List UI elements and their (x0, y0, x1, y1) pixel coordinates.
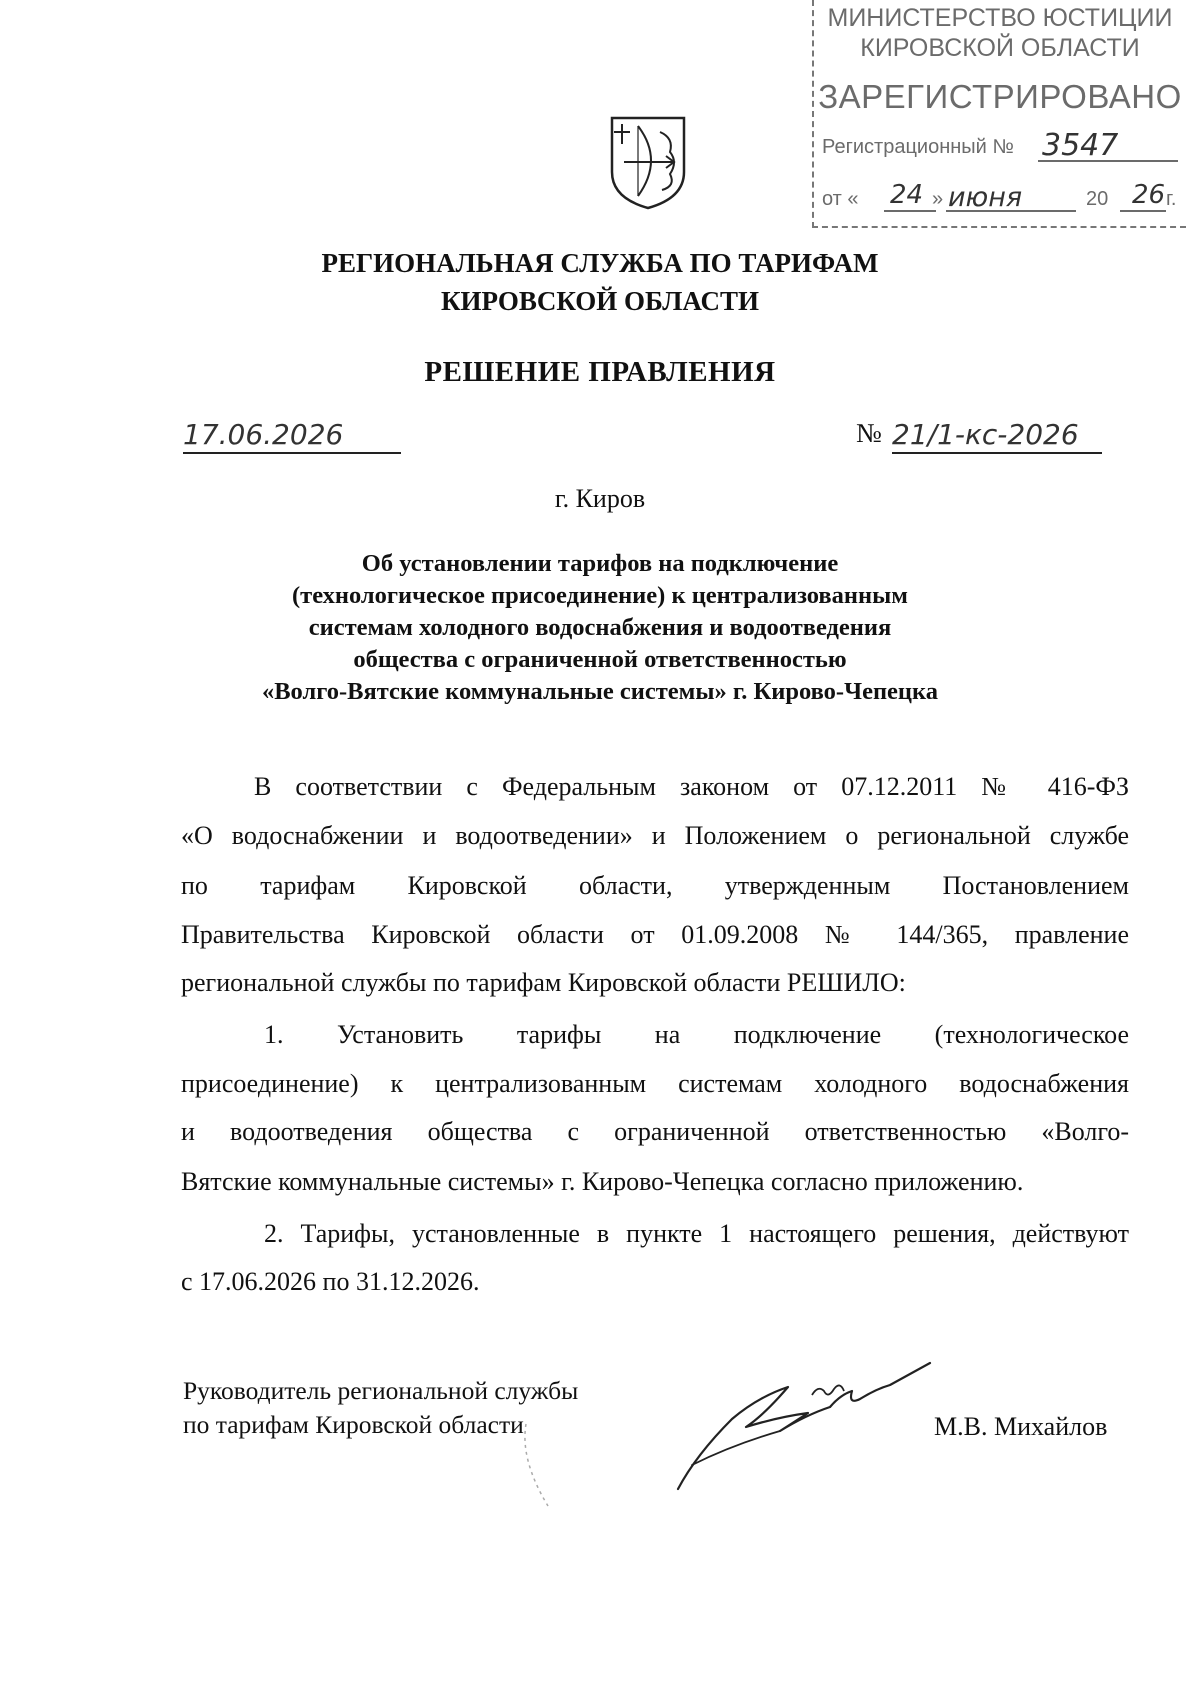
body-line: по тарифам Кировской области, утвержденным Постановлением (181, 871, 1129, 900)
signer-name: М.В. Михайлов (934, 1412, 1108, 1441)
coat-of-arms-icon (608, 114, 688, 210)
stamp-status: ЗАРЕГИСТРИРОВАНО (818, 78, 1182, 115)
stamp-day: 24 (890, 180, 924, 210)
subject-line: общества с ограниченной ответственностью (353, 646, 847, 673)
stamp-ministry-line: МИНИСТЕРСТВО ЮСТИЦИИ (827, 4, 1173, 32)
subject-line: (технологическое присоединение) к централизованным (292, 582, 908, 609)
stamp-year-end: г. (1166, 188, 1177, 210)
body-line: 1. Установить тарифы на подключение (технологическое (264, 1020, 1129, 1049)
body-line: В соответствии с Федеральным законом от 07.12.2011 № 416-ФЗ (254, 772, 1129, 801)
stamp-reg-number: 3547 (1042, 128, 1119, 163)
stamp-month: июня (948, 182, 1023, 213)
decree-date-underline (183, 452, 401, 454)
body-line: и водоотведения общества с ограниченной ответственностью «Волго- (181, 1117, 1129, 1146)
registration-stamp (812, 0, 1186, 228)
document-type: РЕШЕНИЕ ПРАВЛЕНИЯ (424, 356, 776, 388)
organization-name-line1: РЕГИОНАЛЬНАЯ СЛУЖБА ПО ТАРИФАМ (321, 248, 879, 278)
stamp-date-prefix: от « (822, 188, 859, 210)
subject-line: системам холодного водоснабжения и водоотведения (308, 614, 892, 641)
signer-position-line1: Руководитель региональной службы (183, 1376, 579, 1405)
stamp-date-mid: » (932, 188, 944, 210)
seal-trace (518, 1420, 588, 1510)
stamp-day-underline (884, 210, 936, 212)
handwritten-signature (662, 1355, 942, 1495)
body-line: 2. Тарифы, установленные в пункте 1 настоящего решения, действуют (264, 1219, 1129, 1248)
decree-number-underline (892, 452, 1102, 454)
subject-line: Об установлении тарифов на подключение (361, 550, 839, 577)
stamp-region-line: КИРОВСКОЙ ОБЛАСТИ (860, 34, 1140, 62)
body-line: Правительства Кировской области от 01.09.2008 № 144/365, правление (181, 920, 1129, 949)
signer-position-line2: по тарифам Кировской области (183, 1410, 524, 1439)
subject-line: «Волго-Вятские коммунальные системы» г. Кирово-Чепецка (261, 678, 939, 705)
body-line: региональной службы по тарифам Кировской области РЕШИЛО: (181, 968, 906, 997)
decree-number: 21/1-кс-2026 (892, 418, 1079, 451)
decree-number-label: № (856, 418, 882, 448)
stamp-year-suffix: 26 (1132, 180, 1166, 210)
stamp-reg-label: Регистрационный № (822, 136, 1014, 158)
body-line: с 17.06.2026 по 31.12.2026. (181, 1267, 480, 1296)
stamp-year-prefix: 20 (1086, 188, 1109, 210)
body-line: присоединение) к централизованным системам холодного водоснабжения (181, 1069, 1129, 1098)
decree-date: 17.06.2026 (183, 418, 344, 451)
body-line: «О водоснабжении и водоотведении» и Положением о региональной службе (181, 821, 1129, 850)
organization-name-line2: КИРОВСКОЙ ОБЛАСТИ (440, 286, 760, 316)
city: г. Киров (554, 484, 646, 513)
body-line: Вятские коммунальные системы» г. Кирово-Чепецка согласно приложению. (181, 1167, 1024, 1196)
stamp-year-underline (1120, 210, 1166, 212)
